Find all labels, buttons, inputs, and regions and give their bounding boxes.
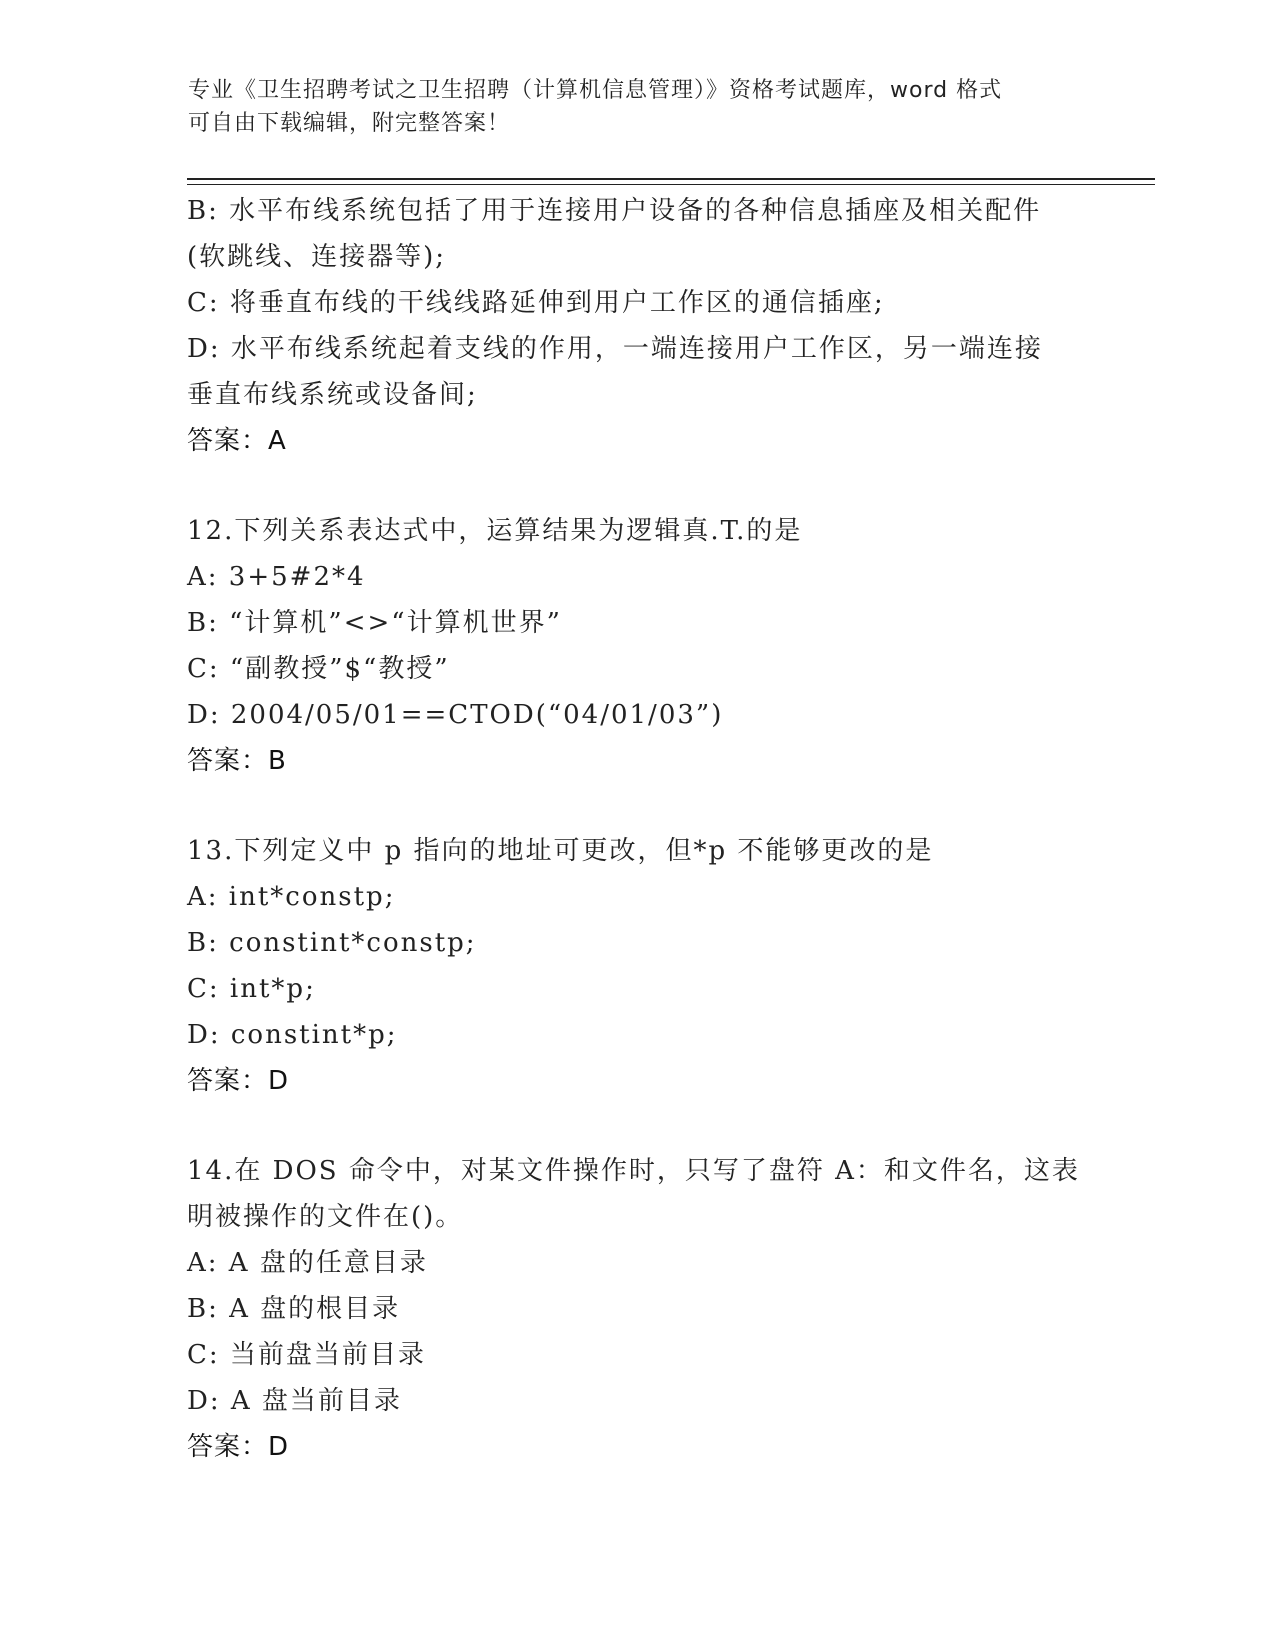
- header-divider: [187, 178, 1155, 180]
- answer: 答案：D: [187, 1432, 290, 1462]
- option-b: B: constint*constp;: [187, 928, 477, 958]
- option-b-line-2: (软跳线、连接器等);: [187, 242, 447, 272]
- document-header: [188, 74, 1088, 140]
- option-c: C: int*p;: [187, 974, 316, 1004]
- option-d-line-2: 垂直布线系统或设备间;: [187, 380, 478, 410]
- option-d-line-1: D: 水平布线系统起着支线的作用，一端连接用户工作区，另一端连接: [187, 334, 1043, 364]
- question-text-line-2: 明被操作的文件在()。: [187, 1202, 464, 1232]
- option-d: D: 2004/05/01==CTOD(“04/01/03”): [187, 700, 724, 730]
- header-divider-thin: [187, 184, 1155, 185]
- option-a: A: A 盘的任意目录: [187, 1248, 428, 1278]
- question-text: 13.下列定义中 p 指向的地址可更改，但*p 不能够更改的是: [187, 836, 934, 866]
- option-c: C: 当前盘当前目录: [187, 1340, 426, 1370]
- option-c: C: “副教授”$“教授”: [187, 654, 450, 684]
- question-text-line-1: 14.在 DOS 命令中，对某文件操作时，只写了盘符 A：和文件名，这表: [187, 1156, 1080, 1186]
- option-b-line-1: B: 水平布线系统包括了用于连接用户设备的各种信息插座及相关配件: [187, 196, 1042, 226]
- question-11-continued: [187, 188, 1087, 464]
- question-12: [187, 508, 1087, 784]
- option-b: B: “计算机”<>“计算机世界”: [187, 608, 562, 638]
- option-d: D: constint*p;: [187, 1020, 398, 1050]
- question-content: [187, 188, 1087, 1470]
- question-13: [187, 828, 1087, 1104]
- option-c: C: 将垂直布线的干线线路延伸到用户工作区的通信插座;: [187, 288, 885, 318]
- option-b: B: A 盘的根目录: [187, 1294, 401, 1324]
- question-text: 12.下列关系表达式中，运算结果为逻辑真.T.的是: [187, 516, 803, 546]
- answer: 答案：A: [187, 426, 287, 456]
- answer: 答案：D: [187, 1066, 290, 1096]
- option-d: D: A 盘当前目录: [187, 1386, 402, 1416]
- header-line-1: 专业《卫生招聘考试之卫生招聘（计算机信息管理）》资格考试题库，word 格式: [188, 78, 1003, 103]
- option-a: A: int*constp;: [187, 882, 396, 912]
- header-line-2: 可自由下载编辑，附完整答案！: [188, 111, 511, 136]
- option-a: A: 3+5#2*4: [187, 562, 366, 592]
- question-14: [187, 1148, 1087, 1470]
- answer: 答案：B: [187, 746, 287, 776]
